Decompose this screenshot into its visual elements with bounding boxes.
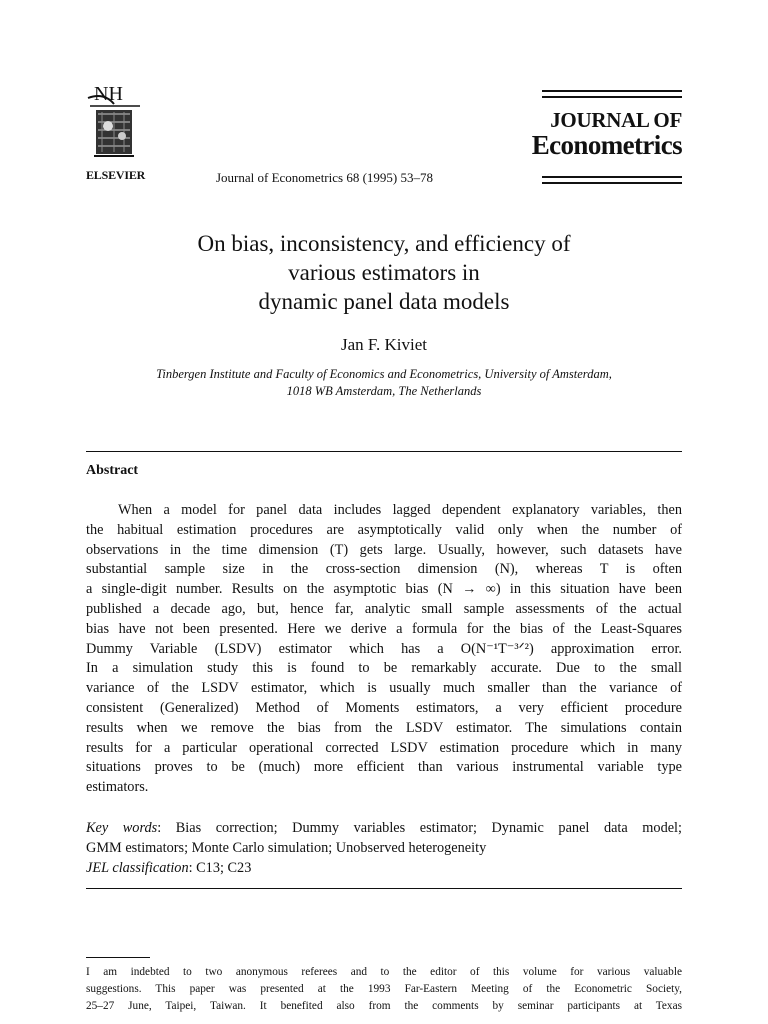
abstract-line: In a simulation study this is found to be remarkably accurate. Due to the small [86, 660, 682, 677]
footnote-line: I am indebted to two anonymous referees and to the editor of this volume for various valuable [86, 966, 682, 978]
journal-name-line2: Econometrics [531, 130, 682, 160]
keywords-label: Key words [86, 820, 158, 836]
abstract-line: situations proves to be (much) more efficient than various instrumental variable type [86, 759, 682, 776]
masthead-rule-top-1 [542, 90, 682, 92]
title-line: On bias, inconsistency, and efficiency of [197, 231, 571, 256]
affiliation-line: Tinbergen Institute and Faculty of Economics and Econometrics, University of Amsterdam, [156, 367, 612, 381]
masthead-rule-bottom-1 [542, 176, 682, 178]
keywords-list-1: Bias correction; Dummy variables estimator; Dynamic panel data model; [175, 820, 683, 836]
divider-bottom [86, 888, 682, 889]
masthead-rule-bottom-2 [542, 182, 682, 184]
keywords-line-1: Key words: Bias correction; Dummy variables estimator; Dynamic panel data model; [86, 820, 683, 836]
abstract-line: substantial sample size in the cross-section dimension (N), whereas T is often [86, 561, 682, 578]
abstract-line: observations in the time dimension (T) gets large. Usually, however, such datasets have [86, 541, 682, 558]
keywords-block [86, 819, 682, 878]
paper-title [0, 229, 768, 316]
abstract-heading: Abstract [86, 463, 139, 478]
title-line: various estimators in [288, 260, 480, 285]
abstract-line: published a decade ago, but, hence far, analytic small sample assessments of the actual [86, 600, 682, 617]
tree-emblem-icon [84, 80, 146, 166]
abstract-line: When a model for panel data includes lagged dependent explanatory variables, then [118, 502, 682, 518]
keywords-list-2: GMM estimators; Monte Carlo simulation; Unobserved heterogeneity [86, 839, 487, 856]
abstract-line: results for a particular operational corrected LSDV estimation procedure which in many [86, 739, 682, 756]
affiliation-line: 1018 WB Amsterdam, The Netherlands [286, 384, 482, 398]
abstract-body [86, 501, 682, 798]
author-affiliation [0, 366, 768, 400]
jel-line: JEL classification: C13; C23 [86, 859, 252, 876]
footnote [86, 964, 682, 1015]
abstract-line: the habitual estimation procedures are asymptotically valid only when the number of [86, 521, 682, 538]
author-name: Jan F. Kiviet [341, 335, 427, 354]
journal-citation: Journal of Econometrics 68 (1995) 53–78 [216, 170, 433, 185]
footnote-line: 25–27 June, Taipei, Taiwan. It benefited also from the comments by seminar participants at Texas [86, 1000, 682, 1012]
footnote-line: suggestions. This paper was presented at the 1993 Far-Eastern Meeting of the Econometric Society, [86, 983, 682, 995]
abstract-line: estimators. [86, 779, 149, 796]
abstract-line: consistent (Generalized) Method of Moments estimators, a very efficient procedure [86, 699, 682, 716]
abstract-line: bias have not been presented. Here we derive a formula for the bias of the Least-Squares [86, 620, 682, 637]
logo-text: NH [94, 83, 123, 105]
abstract-line: Dummy Variable (LSDV) estimator which has a O(N⁻¹T⁻³ᐟ²) approximation error. [86, 640, 682, 657]
divider-top [86, 451, 682, 452]
title-line: dynamic panel data models [258, 289, 510, 314]
jel-label: JEL classification [86, 859, 189, 876]
jel-codes: C13; C23 [196, 859, 252, 876]
publisher-logo [84, 80, 146, 166]
journal-name-line1: JOURNAL OF [550, 108, 682, 132]
footnote-rule [86, 957, 150, 958]
abstract-line: a single-digit number. Results on the asymptotic bias (N → ∞) in this situation have been [86, 581, 682, 598]
publisher-name: ELSEVIER [86, 168, 146, 182]
masthead-rule-top-2 [542, 96, 682, 98]
abstract-line: results when we remove the bias from the LSDV estimator. The simulations contain [86, 719, 682, 736]
abstract-line: variance of the LSDV estimator, which is usually much smaller than the variance of [86, 680, 682, 697]
